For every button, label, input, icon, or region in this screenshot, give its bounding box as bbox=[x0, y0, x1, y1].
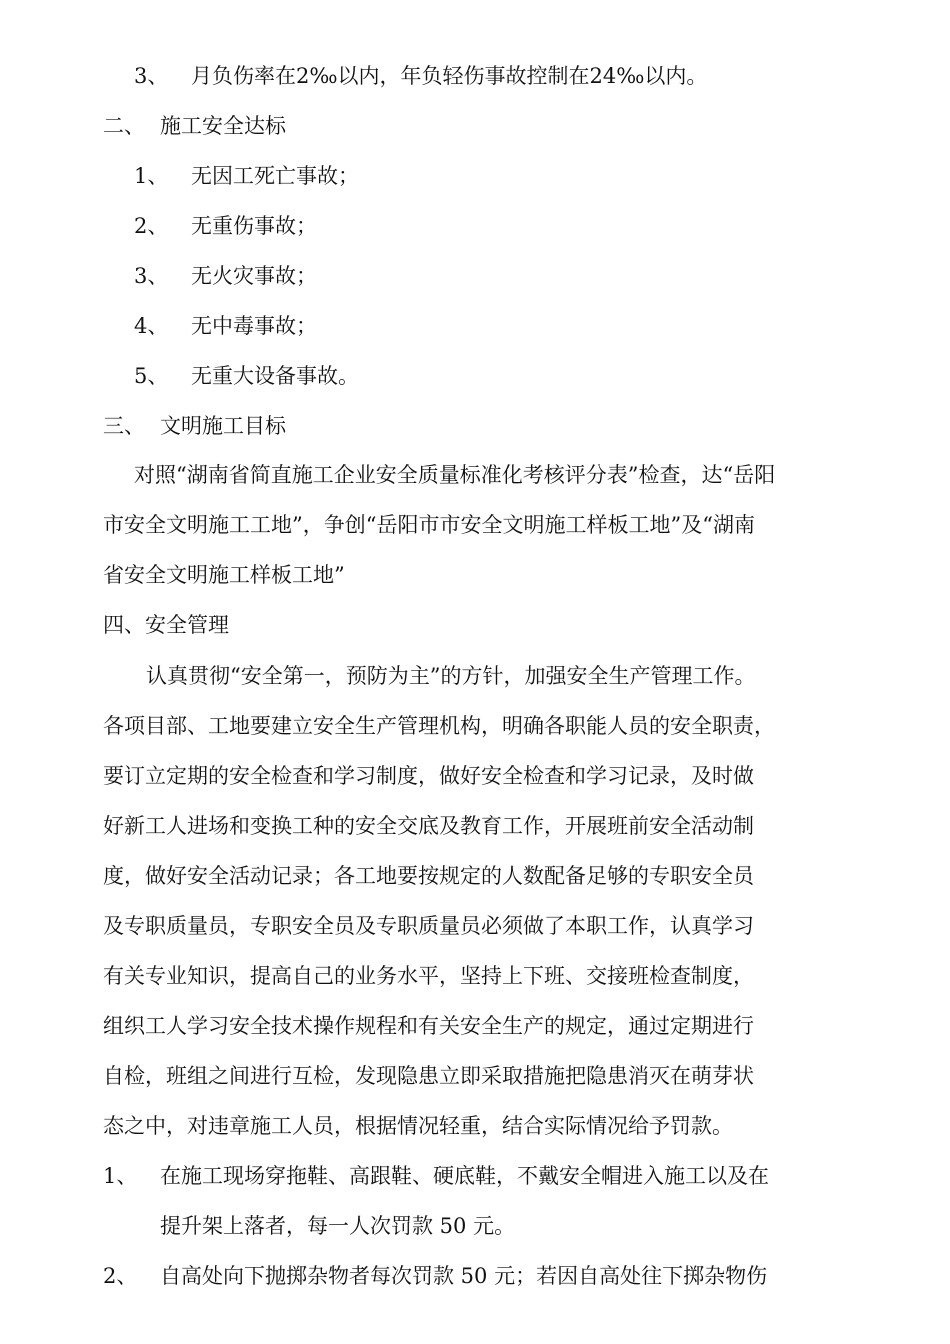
list-item bbox=[134, 212, 317, 240]
list-item bbox=[134, 262, 317, 290]
paragraph-line: 省安全文明施工样板工地” bbox=[103, 563, 345, 587]
item-number: 2、 bbox=[134, 214, 169, 238]
paragraph-line: 及专职质量员，专职安全员及专职质量员必须做了本职工作，认真学习 bbox=[103, 914, 754, 938]
penalty-item bbox=[103, 1262, 767, 1290]
paragraph-line: 态之中，对违章施工人员，根据情况轻重，结合实际情况给予罚款。 bbox=[103, 1114, 733, 1138]
paragraph-line: 组织工人学习安全技术操作规程和有关安全生产的规定，通过定期进行 bbox=[103, 1014, 754, 1038]
item-number: 2、 bbox=[103, 1264, 138, 1288]
paragraph-line: 度，做好安全活动记录；各工地要按规定的人数配备足够的专职安全员 bbox=[103, 864, 754, 888]
paragraph-line: 自检，班组之间进行互检，发现隐患立即采取措施把隐患消灭在萌芽状 bbox=[103, 1064, 754, 1088]
section-title: 施工安全达标 bbox=[160, 114, 286, 138]
section-heading-3 bbox=[103, 412, 286, 440]
item-text: 在施工现场穿拖鞋、高跟鞋、硬底鞋，不戴安全帽进入施工以及在 bbox=[160, 1164, 769, 1188]
paragraph-line: 对照“湖南省简直施工企业安全质量标准化考核评分表”检查，达“岳阳 bbox=[134, 463, 776, 487]
item-text: 无火灾事故； bbox=[191, 264, 317, 288]
item-number: 3、 bbox=[134, 64, 169, 88]
penalty-item-continuation: 提升架上落者，每一人次罚款 50 元。 bbox=[160, 1214, 516, 1238]
section-title: 文明施工目标 bbox=[160, 414, 286, 438]
item-text: 月负伤率在2‰以内，年负轻伤事故控制在24‰以内。 bbox=[191, 64, 708, 88]
list-item bbox=[134, 162, 359, 190]
item-s1-3 bbox=[134, 62, 707, 90]
item-text: 无重伤事故； bbox=[191, 214, 317, 238]
item-number: 1、 bbox=[103, 1164, 138, 1188]
item-text: 无因工死亡事故； bbox=[191, 164, 359, 188]
list-item bbox=[134, 312, 317, 340]
item-number: 3、 bbox=[134, 264, 169, 288]
paragraph-line: 有关专业知识，提高自己的业务水平，坚持上下班、交接班检查制度， bbox=[103, 964, 754, 988]
section-number: 三、 bbox=[103, 414, 145, 438]
section-number: 二、 bbox=[103, 114, 145, 138]
list-item bbox=[134, 362, 359, 390]
section-heading-2 bbox=[103, 112, 286, 140]
paragraph-line: 要订立定期的安全检查和学习制度，做好安全检查和学习记录，及时做 bbox=[103, 764, 754, 788]
paragraph-line: 市安全文明施工工地”，争创“岳阳市市安全文明施工样板工地”及“湖南 bbox=[103, 513, 755, 537]
item-number: 1、 bbox=[134, 164, 169, 188]
item-text: 无重大设备事故。 bbox=[191, 364, 359, 388]
paragraph-line: 好新工人进场和变换工种的安全交底及教育工作，开展班前安全活动制 bbox=[103, 814, 754, 838]
item-text: 自高处向下抛掷杂物者每次罚款 50 元；若因自高处往下掷杂物伤 bbox=[160, 1264, 768, 1288]
penalty-item bbox=[103, 1162, 769, 1190]
section-heading-4: 四、安全管理 bbox=[103, 613, 229, 637]
item-number: 4、 bbox=[134, 314, 169, 338]
item-number: 5、 bbox=[134, 364, 169, 388]
paragraph-line: 各项目部、工地要建立安全生产管理机构，明确各职能人员的安全职责， bbox=[103, 714, 775, 738]
paragraph-line: 认真贯彻“安全第一，预防为主”的方针，加强安全生产管理工作。 bbox=[146, 664, 756, 688]
item-text: 无中毒事故； bbox=[191, 314, 317, 338]
